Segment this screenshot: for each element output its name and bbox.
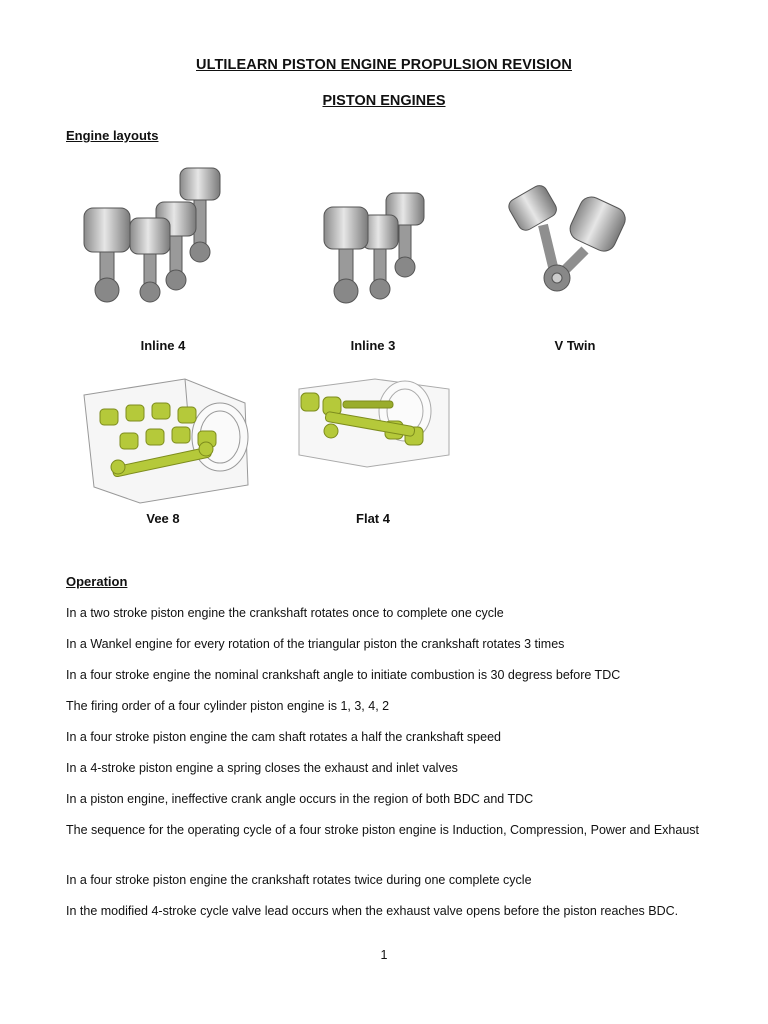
inline-4-engine-illustration	[78, 160, 228, 310]
caption-vee-8: Vee 8	[146, 511, 180, 526]
operation-paragraph: The firing order of a four cylinder piston engine is 1, 3, 4, 2	[66, 699, 390, 713]
vee-8-engine-illustration	[80, 375, 255, 510]
v-twin-engine-illustration	[505, 180, 630, 300]
inline-3-engine-illustration	[318, 185, 433, 310]
operation-paragraph: In the modified 4-stroke cycle valve lead occurs when the exhaust valve opens before the piston reaches BDC.	[66, 904, 679, 918]
operation-paragraph: In a four stroke piston engine the crankshaft rotates twice during one complete cycle	[66, 873, 532, 887]
operation-paragraph: In a four stroke piston engine the cam shaft rotates a half the crankshaft speed	[66, 730, 501, 744]
operation-paragraph: The sequence for the operating cycle of a four stroke piston engine is Induction, Compression, Power and Exhaust	[66, 823, 700, 837]
operation-paragraph: In a two stroke piston engine the crankshaft rotates once to complete one cycle	[66, 606, 504, 620]
operation-heading: Operation	[66, 574, 128, 589]
operation-paragraph: In a 4-stroke piston engine a spring closes the exhaust and inlet valves	[66, 761, 458, 775]
flat-4-engine-illustration	[295, 375, 453, 470]
document-title: ULTILEARN PISTON ENGINE PROPULSION REVISION	[196, 57, 572, 73]
caption-flat-4: Flat 4	[356, 511, 390, 526]
page-number: 1	[380, 948, 388, 962]
caption-inline-4: Inline 4	[140, 338, 186, 353]
caption-v-twin: V Twin	[554, 338, 596, 353]
operation-paragraph: In a four stroke engine the nominal crankshaft angle to initiate combustion is 30 degress before TDC	[66, 668, 621, 682]
operation-paragraph: In a Wankel engine for every rotation of the triangular piston the crankshaft rotates 3 times	[66, 637, 565, 651]
engine-layouts-heading: Engine layouts	[66, 128, 159, 143]
operation-paragraph: In a piston engine, ineffective crank angle occurs in the region of both BDC and TDC	[66, 792, 534, 806]
document-subtitle: PISTON ENGINES	[322, 93, 446, 109]
caption-inline-3: Inline 3	[350, 338, 396, 353]
